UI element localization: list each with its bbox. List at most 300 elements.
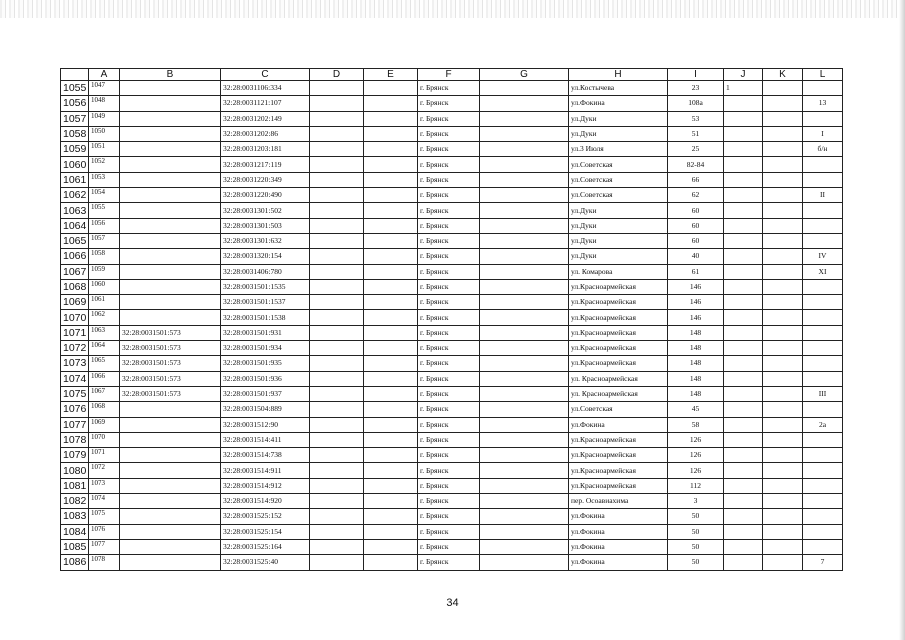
cell-h: ул.Советская xyxy=(569,172,668,187)
cell-a: 1060 xyxy=(89,279,120,294)
cell-j xyxy=(724,478,763,493)
cell-i: 82-84 xyxy=(668,157,724,172)
cell-f: г. Брянск xyxy=(418,402,480,417)
row-number: 1076 xyxy=(61,402,89,417)
cell-i: 50 xyxy=(668,524,724,539)
cell-i: 148 xyxy=(668,371,724,386)
cell-f: г. Брянск xyxy=(418,325,480,340)
cell-k xyxy=(763,478,803,493)
cell-f: г. Брянск xyxy=(418,356,480,371)
cell-k xyxy=(763,142,803,157)
cell-i: 66 xyxy=(668,172,724,187)
cell-k xyxy=(763,126,803,141)
cell-g xyxy=(480,555,569,570)
cell-f: г. Брянск xyxy=(418,494,480,509)
cell-e xyxy=(364,463,418,478)
row-number: 1065 xyxy=(61,233,89,248)
scan-noise-top xyxy=(0,0,905,18)
column-header-g: G xyxy=(480,69,569,81)
cell-b xyxy=(120,249,221,264)
cell-f: г. Брянск xyxy=(418,386,480,401)
cell-k xyxy=(763,341,803,356)
cell-j xyxy=(724,341,763,356)
row-number: 1080 xyxy=(61,463,89,478)
column-header-l: L xyxy=(803,69,843,81)
cell-i: 51 xyxy=(668,126,724,141)
cell-a: 1059 xyxy=(89,264,120,279)
cell-i: 50 xyxy=(668,509,724,524)
cell-i: 61 xyxy=(668,264,724,279)
cell-d xyxy=(310,310,364,325)
cell-e xyxy=(364,325,418,340)
table-row xyxy=(61,233,843,248)
cell-b: 32:28:0031501:573 xyxy=(120,356,221,371)
cell-i: 148 xyxy=(668,325,724,340)
table-row xyxy=(61,325,843,340)
cell-g xyxy=(480,157,569,172)
cell-a: 1069 xyxy=(89,417,120,432)
cell-e xyxy=(364,478,418,493)
cell-c: 32:28:0031501:931 xyxy=(221,325,310,340)
cell-j xyxy=(724,188,763,203)
cell-i: 50 xyxy=(668,539,724,554)
row-number: 1055 xyxy=(61,81,89,96)
cell-h: ул.Красноармейская xyxy=(569,432,668,447)
cell-d xyxy=(310,203,364,218)
table-row xyxy=(61,448,843,463)
cell-g xyxy=(480,142,569,157)
cell-j xyxy=(724,463,763,478)
scan-edge-right xyxy=(899,0,905,640)
cell-i: 53 xyxy=(668,111,724,126)
cell-i: 112 xyxy=(668,478,724,493)
cell-c: 32:28:0031202:149 xyxy=(221,111,310,126)
cell-f: г. Брянск xyxy=(418,96,480,111)
cell-i: 45 xyxy=(668,402,724,417)
cell-l: 13 xyxy=(803,96,843,111)
cell-j xyxy=(724,524,763,539)
cell-e xyxy=(364,371,418,386)
cell-d xyxy=(310,172,364,187)
cell-l: IV xyxy=(803,249,843,264)
cell-l: I xyxy=(803,126,843,141)
cell-d xyxy=(310,463,364,478)
column-header-a: A xyxy=(89,69,120,81)
cell-a: 1062 xyxy=(89,310,120,325)
cell-c: 32:28:0031301:632 xyxy=(221,233,310,248)
cell-g xyxy=(480,356,569,371)
cell-j xyxy=(724,402,763,417)
cell-c: 32:28:0031501:935 xyxy=(221,356,310,371)
cell-e xyxy=(364,402,418,417)
cell-g xyxy=(480,341,569,356)
cell-l: II xyxy=(803,188,843,203)
cell-h: ул.Красноармейская xyxy=(569,448,668,463)
cell-g xyxy=(480,188,569,203)
row-number: 1078 xyxy=(61,432,89,447)
cell-c: 32:28:0031525:40 xyxy=(221,555,310,570)
cell-i: 60 xyxy=(668,203,724,218)
cell-f: г. Брянск xyxy=(418,509,480,524)
cell-g xyxy=(480,81,569,96)
row-number: 1058 xyxy=(61,126,89,141)
cell-l xyxy=(803,402,843,417)
cell-l xyxy=(803,279,843,294)
cell-a: 1077 xyxy=(89,539,120,554)
cell-e xyxy=(364,432,418,447)
cell-e xyxy=(364,555,418,570)
cell-d xyxy=(310,142,364,157)
cell-g xyxy=(480,371,569,386)
cell-f: г. Брянск xyxy=(418,142,480,157)
cell-k xyxy=(763,524,803,539)
cell-b xyxy=(120,402,221,417)
cell-k xyxy=(763,172,803,187)
cell-k xyxy=(763,264,803,279)
cell-c: 32:28:0031525:164 xyxy=(221,539,310,554)
cell-k xyxy=(763,310,803,325)
cell-l xyxy=(803,432,843,447)
cell-c: 32:28:0031501:936 xyxy=(221,371,310,386)
table-body xyxy=(61,81,843,571)
cell-c: 32:28:0031514:411 xyxy=(221,432,310,447)
row-number: 1079 xyxy=(61,448,89,463)
cell-a: 1072 xyxy=(89,463,120,478)
cell-k xyxy=(763,356,803,371)
cell-b: 32:28:0031501:573 xyxy=(120,371,221,386)
cell-i: 126 xyxy=(668,432,724,447)
cell-b xyxy=(120,494,221,509)
table-row xyxy=(61,310,843,325)
cell-a: 1047 xyxy=(89,81,120,96)
cell-c: 32:28:0031501:937 xyxy=(221,386,310,401)
cell-l xyxy=(803,295,843,310)
cell-j xyxy=(724,555,763,570)
cell-j xyxy=(724,494,763,509)
row-number: 1081 xyxy=(61,478,89,493)
cell-c: 32:28:0031514:911 xyxy=(221,463,310,478)
column-header-h: H xyxy=(569,69,668,81)
cell-g xyxy=(480,295,569,310)
table-row xyxy=(61,402,843,417)
cell-g xyxy=(480,386,569,401)
cell-g xyxy=(480,448,569,463)
column-header-f: F xyxy=(418,69,480,81)
cell-k xyxy=(763,555,803,570)
cell-j xyxy=(724,96,763,111)
cell-a: 1074 xyxy=(89,494,120,509)
cell-k xyxy=(763,371,803,386)
row-number: 1060 xyxy=(61,157,89,172)
table-row xyxy=(61,295,843,310)
cell-h: ул.Советская xyxy=(569,157,668,172)
cell-h: ул.Дуки xyxy=(569,203,668,218)
cell-d xyxy=(310,478,364,493)
column-header-d: D xyxy=(310,69,364,81)
cell-i: 126 xyxy=(668,463,724,478)
cell-i: 23 xyxy=(668,81,724,96)
row-number: 1072 xyxy=(61,341,89,356)
cell-d xyxy=(310,81,364,96)
cell-f: г. Брянск xyxy=(418,463,480,478)
row-number: 1057 xyxy=(61,111,89,126)
cell-f: г. Брянск xyxy=(418,448,480,463)
cell-i: 148 xyxy=(668,386,724,401)
cell-g xyxy=(480,432,569,447)
cell-h: ул.Красноармейская xyxy=(569,356,668,371)
cell-a: 1056 xyxy=(89,218,120,233)
cell-e xyxy=(364,356,418,371)
cell-f: г. Брянск xyxy=(418,432,480,447)
cell-e xyxy=(364,494,418,509)
cell-c: 32:28:0031512:90 xyxy=(221,417,310,432)
cell-b: 32:28:0031501:573 xyxy=(120,325,221,340)
cell-a: 1076 xyxy=(89,524,120,539)
cell-e xyxy=(364,233,418,248)
cell-d xyxy=(310,386,364,401)
cell-f: г. Брянск xyxy=(418,524,480,539)
column-header-j: J xyxy=(724,69,763,81)
cell-a: 1071 xyxy=(89,448,120,463)
page-number: 34 xyxy=(446,597,459,609)
cell-k xyxy=(763,494,803,509)
cell-d xyxy=(310,111,364,126)
cell-e xyxy=(364,448,418,463)
cell-c: 32:28:0031203:181 xyxy=(221,142,310,157)
cell-h: ул.3 Июля xyxy=(569,142,668,157)
cell-j xyxy=(724,371,763,386)
cell-d xyxy=(310,539,364,554)
cell-f: г. Брянск xyxy=(418,172,480,187)
row-number: 1077 xyxy=(61,417,89,432)
cell-l xyxy=(803,371,843,386)
cell-f: г. Брянск xyxy=(418,218,480,233)
cell-a: 1066 xyxy=(89,371,120,386)
cell-i: 60 xyxy=(668,233,724,248)
cell-b xyxy=(120,448,221,463)
table-row xyxy=(61,494,843,509)
cell-e xyxy=(364,524,418,539)
cell-e xyxy=(364,417,418,432)
cell-f: г. Брянск xyxy=(418,157,480,172)
cell-a: 1070 xyxy=(89,432,120,447)
cell-h: ул.Фокина xyxy=(569,555,668,570)
cell-f: г. Брянск xyxy=(418,371,480,386)
cell-d xyxy=(310,494,364,509)
cell-l xyxy=(803,218,843,233)
cell-j xyxy=(724,417,763,432)
cell-j xyxy=(724,218,763,233)
cell-i: 40 xyxy=(668,249,724,264)
cell-e xyxy=(364,157,418,172)
cell-l xyxy=(803,494,843,509)
cell-c: 32:28:0031301:503 xyxy=(221,218,310,233)
cell-k xyxy=(763,249,803,264)
cell-g xyxy=(480,96,569,111)
cell-g xyxy=(480,478,569,493)
cell-b xyxy=(120,509,221,524)
cell-b xyxy=(120,555,221,570)
table-row xyxy=(61,81,843,96)
cell-a: 1068 xyxy=(89,402,120,417)
cell-e xyxy=(364,142,418,157)
cell-l xyxy=(803,111,843,126)
cell-e xyxy=(364,172,418,187)
cell-d xyxy=(310,279,364,294)
cell-d xyxy=(310,432,364,447)
table-row xyxy=(61,371,843,386)
cell-a: 1064 xyxy=(89,341,120,356)
spreadsheet-table xyxy=(60,68,843,571)
cell-b xyxy=(120,463,221,478)
cell-c: 32:28:0031501:934 xyxy=(221,341,310,356)
table-row xyxy=(61,432,843,447)
cell-a: 1078 xyxy=(89,555,120,570)
cell-a: 1050 xyxy=(89,126,120,141)
row-number: 1069 xyxy=(61,295,89,310)
cell-e xyxy=(364,341,418,356)
cell-g xyxy=(480,509,569,524)
cell-g xyxy=(480,264,569,279)
cell-c: 32:28:0031514:920 xyxy=(221,494,310,509)
cell-b xyxy=(120,81,221,96)
row-number: 1059 xyxy=(61,142,89,157)
cell-c: 32:28:0031514:912 xyxy=(221,478,310,493)
cell-h: ул.Красноармейская xyxy=(569,310,668,325)
table-row xyxy=(61,142,843,157)
row-number: 1067 xyxy=(61,264,89,279)
cell-a: 1065 xyxy=(89,356,120,371)
cell-h: ул.Фокина xyxy=(569,539,668,554)
cell-c: 32:28:0031106:334 xyxy=(221,81,310,96)
cell-a: 1063 xyxy=(89,325,120,340)
cell-e xyxy=(364,111,418,126)
cell-a: 1054 xyxy=(89,188,120,203)
cell-c: 32:28:0031220:349 xyxy=(221,172,310,187)
cell-k xyxy=(763,157,803,172)
cell-d xyxy=(310,524,364,539)
cell-i: 58 xyxy=(668,417,724,432)
cell-h: пер. Осоавиахима xyxy=(569,494,668,509)
table-row xyxy=(61,126,843,141)
row-number: 1084 xyxy=(61,524,89,539)
cell-b xyxy=(120,417,221,432)
cell-b xyxy=(120,478,221,493)
cell-f: г. Брянск xyxy=(418,81,480,96)
cell-e xyxy=(364,203,418,218)
cell-g xyxy=(480,494,569,509)
cell-f: г. Брянск xyxy=(418,555,480,570)
table-row xyxy=(61,249,843,264)
cell-a: 1049 xyxy=(89,111,120,126)
cell-e xyxy=(364,96,418,111)
cell-b xyxy=(120,96,221,111)
table-row xyxy=(61,111,843,126)
cell-f: г. Брянск xyxy=(418,111,480,126)
cell-b xyxy=(120,172,221,187)
cell-g xyxy=(480,203,569,218)
cell-d xyxy=(310,188,364,203)
cell-l: 2а xyxy=(803,417,843,432)
cell-h: ул.Дуки xyxy=(569,233,668,248)
column-header-b: B xyxy=(120,69,221,81)
cell-k xyxy=(763,111,803,126)
row-number: 1056 xyxy=(61,96,89,111)
cell-g xyxy=(480,111,569,126)
cell-b xyxy=(120,188,221,203)
cell-d xyxy=(310,264,364,279)
table-row xyxy=(61,188,843,203)
cell-k xyxy=(763,233,803,248)
cell-j xyxy=(724,126,763,141)
table-row xyxy=(61,509,843,524)
cell-i: 60 xyxy=(668,218,724,233)
cell-l: 7 xyxy=(803,555,843,570)
cell-a: 1052 xyxy=(89,157,120,172)
table-row xyxy=(61,341,843,356)
cell-i: 108а xyxy=(668,96,724,111)
cell-j xyxy=(724,448,763,463)
cell-l: XI xyxy=(803,264,843,279)
row-number: 1062 xyxy=(61,188,89,203)
cell-h: ул.Дуки xyxy=(569,111,668,126)
row-number: 1063 xyxy=(61,203,89,218)
row-number: 1061 xyxy=(61,172,89,187)
cell-g xyxy=(480,279,569,294)
cell-j xyxy=(724,203,763,218)
cell-k xyxy=(763,463,803,478)
row-number: 1064 xyxy=(61,218,89,233)
cell-j xyxy=(724,233,763,248)
cell-b xyxy=(120,142,221,157)
cell-d xyxy=(310,402,364,417)
cell-e xyxy=(364,509,418,524)
cell-c: 32:28:0031501:1535 xyxy=(221,279,310,294)
cell-e xyxy=(364,249,418,264)
cell-j xyxy=(724,264,763,279)
row-number: 1070 xyxy=(61,310,89,325)
cell-a: 1075 xyxy=(89,509,120,524)
cell-g xyxy=(480,463,569,478)
cell-a: 1055 xyxy=(89,203,120,218)
cell-d xyxy=(310,295,364,310)
cell-i: 50 xyxy=(668,555,724,570)
cell-c: 32:28:0031504:889 xyxy=(221,402,310,417)
cell-d xyxy=(310,126,364,141)
cell-e xyxy=(364,264,418,279)
cell-h: ул.Фокина xyxy=(569,524,668,539)
cell-c: 32:28:0031301:502 xyxy=(221,203,310,218)
cell-c: 32:28:0031220:490 xyxy=(221,188,310,203)
cell-k xyxy=(763,386,803,401)
cell-f: г. Брянск xyxy=(418,310,480,325)
cell-b xyxy=(120,111,221,126)
cell-d xyxy=(310,325,364,340)
cell-c: 32:28:0031501:1538 xyxy=(221,310,310,325)
cell-b xyxy=(120,157,221,172)
cell-f: г. Брянск xyxy=(418,233,480,248)
cell-l: б/н xyxy=(803,142,843,157)
column-header-e: E xyxy=(364,69,418,81)
cell-a: 1051 xyxy=(89,142,120,157)
table-row xyxy=(61,172,843,187)
cell-f: г. Брянск xyxy=(418,539,480,554)
cell-l xyxy=(803,524,843,539)
cell-l: III xyxy=(803,386,843,401)
cell-i: 146 xyxy=(668,279,724,294)
cell-g xyxy=(480,172,569,187)
column-header-i: I xyxy=(668,69,724,81)
